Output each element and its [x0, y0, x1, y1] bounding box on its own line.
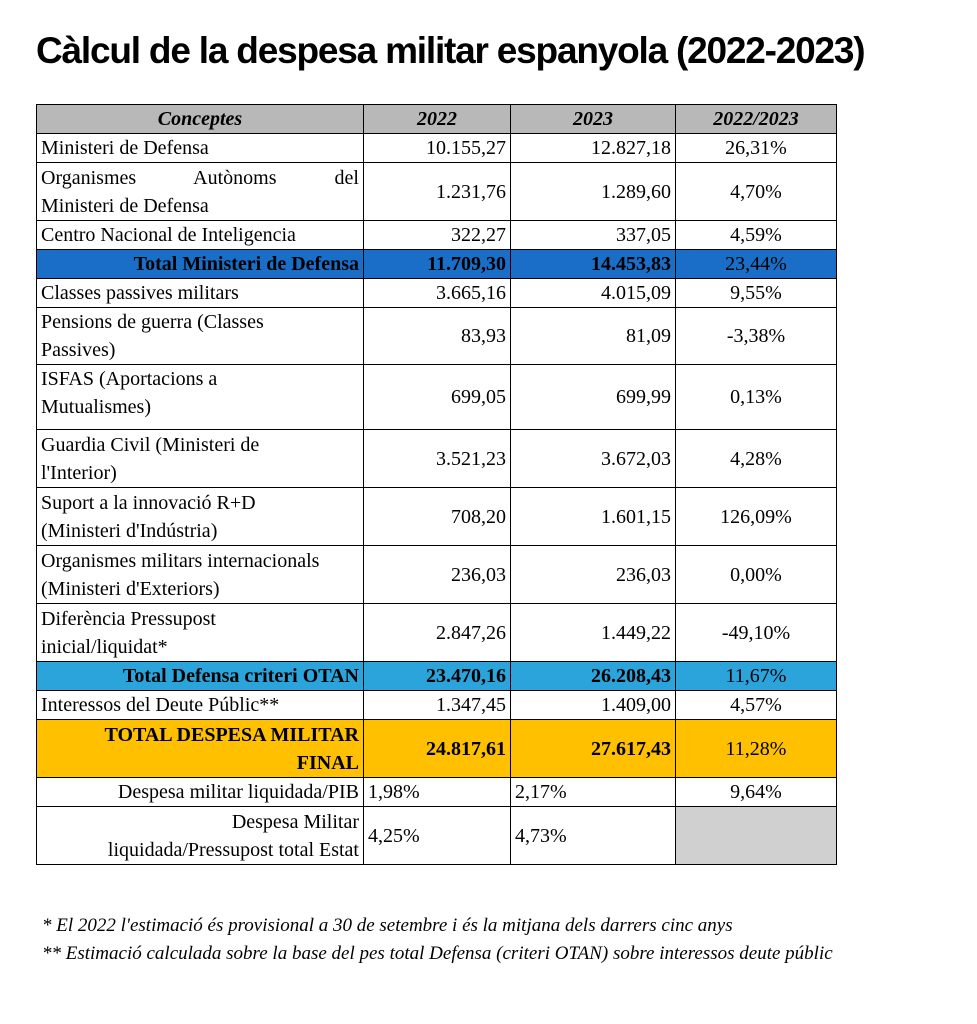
row-2023: 337,05	[511, 221, 676, 250]
row-concept	[37, 720, 364, 778]
table-row	[37, 430, 837, 488]
row-concept-line2: Passives)	[41, 339, 116, 361]
row-change: 126,09%	[676, 488, 837, 546]
row-2023: 1.449,22	[511, 604, 676, 662]
row-change: -3,38%	[676, 308, 837, 365]
row-change: 4,57%	[676, 691, 837, 720]
row-concept: Interessos del Deute Públic**	[37, 691, 364, 720]
row-concept-line1: Despesa Militar	[231, 810, 359, 833]
row-2023: 2,17%	[511, 778, 676, 807]
row-change: -49,10%	[676, 604, 837, 662]
row-2023: 1.289,60	[511, 163, 676, 221]
row-2022: 11.709,30	[364, 250, 511, 279]
row-concept: Total Ministeri de Defensa	[37, 250, 364, 279]
row-concept-line1: Organismes Autònoms del	[41, 166, 359, 189]
row-concept	[37, 546, 364, 604]
row-2023: 1.601,15	[511, 488, 676, 546]
row-2023: 4.015,09	[511, 279, 676, 308]
row-2022: 83,93	[364, 308, 511, 365]
row-change-empty	[676, 807, 837, 865]
row-2022: 1.231,76	[364, 163, 511, 221]
table-header-row	[37, 105, 837, 134]
row-concept	[37, 308, 364, 365]
table-row	[37, 221, 837, 250]
row-concept: Ministeri de Defensa	[37, 134, 364, 163]
row-2023: 1.409,00	[511, 691, 676, 720]
row-2023: 14.453,83	[511, 250, 676, 279]
row-2023: 81,09	[511, 308, 676, 365]
table-row-total-final	[37, 720, 837, 778]
row-change: 9,64%	[676, 778, 837, 807]
table-row	[37, 308, 837, 365]
row-2023: 26.208,43	[511, 662, 676, 691]
row-change: 9,55%	[676, 279, 837, 308]
row-2022: 699,05	[364, 365, 511, 430]
row-2022: 3.521,23	[364, 430, 511, 488]
row-2022: 4,25%	[364, 807, 511, 865]
row-concept: Despesa militar liquidada/PIB	[37, 778, 364, 807]
row-change: 23,44%	[676, 250, 837, 279]
header-concepts: Conceptes	[37, 105, 364, 134]
row-concept: Classes passives militars	[37, 279, 364, 308]
row-concept-line1: ISFAS (Aportacions a	[41, 368, 218, 390]
row-concept	[37, 488, 364, 546]
row-2023: 27.617,43	[511, 720, 676, 778]
row-concept-line2: Mutualismes)	[41, 396, 151, 418]
row-concept-line2: Ministeri de Defensa	[41, 194, 209, 217]
row-concept-line2: FINAL	[296, 751, 359, 774]
row-change: 4,70%	[676, 163, 837, 221]
row-change: 0,00%	[676, 546, 837, 604]
military-spending-table	[36, 104, 837, 865]
row-2023: 236,03	[511, 546, 676, 604]
row-2022: 10.155,27	[364, 134, 511, 163]
row-2023: 699,99	[511, 365, 676, 430]
row-2022: 236,03	[364, 546, 511, 604]
row-concept-line1: Suport a la innovació R+D	[41, 491, 256, 514]
row-concept-line1: TOTAL DESPESA MILITAR	[104, 723, 359, 746]
row-concept-line2: l'Interior)	[41, 461, 117, 484]
row-2022: 23.470,16	[364, 662, 511, 691]
table-row	[37, 488, 837, 546]
table-row-total-ministeri	[37, 250, 837, 279]
table-row	[37, 691, 837, 720]
table-row	[37, 546, 837, 604]
row-change: 11,67%	[676, 662, 837, 691]
row-2023: 3.672,03	[511, 430, 676, 488]
footnotes	[42, 912, 833, 968]
row-2022: 1.347,45	[364, 691, 511, 720]
row-change: 4,59%	[676, 221, 837, 250]
row-change: 11,28%	[676, 720, 837, 778]
header-2022: 2022	[364, 105, 511, 134]
table-row	[37, 365, 837, 430]
row-concept	[37, 807, 364, 865]
row-concept-line2: (Ministeri d'Indústria)	[41, 519, 218, 542]
row-concept-line1: Pensions de guerra (Classes	[41, 311, 264, 333]
row-change: 4,28%	[676, 430, 837, 488]
page-title: Càlcul de la despesa militar espanyola (2022-2023)	[36, 30, 865, 71]
row-concept	[37, 365, 364, 430]
row-concept	[37, 163, 364, 221]
table-row	[37, 604, 837, 662]
header-2023: 2023	[511, 105, 676, 134]
row-concept	[37, 430, 364, 488]
row-concept-line2: inicial/liquidat*	[41, 635, 168, 658]
row-concept-line1: Guardia Civil (Ministeri de	[41, 433, 260, 456]
row-concept-line2: (Ministeri d'Exteriors)	[41, 577, 220, 600]
row-2022: 2.847,26	[364, 604, 511, 662]
row-2023: 12.827,18	[511, 134, 676, 163]
row-change: 0,13%	[676, 365, 837, 430]
row-concept-line2: liquidada/Pressupost total Estat	[107, 838, 359, 861]
row-concept	[37, 604, 364, 662]
table-row	[37, 163, 837, 221]
row-2023: 4,73%	[511, 807, 676, 865]
footnote-1: * El 2022 l'estimació és provisional a 30 de setembre i és la mitjana dels darrers cinc anys	[42, 915, 733, 936]
row-change: 26,31%	[676, 134, 837, 163]
row-2022: 322,27	[364, 221, 511, 250]
row-concept-line1: Diferència Pressupost	[41, 607, 216, 630]
row-2022: 1,98%	[364, 778, 511, 807]
header-change: 2022/2023	[676, 105, 837, 134]
table-row-total-otan	[37, 662, 837, 691]
table-row	[37, 807, 837, 865]
row-2022: 708,20	[364, 488, 511, 546]
table-row	[37, 134, 837, 163]
row-2022: 24.817,61	[364, 720, 511, 778]
row-concept: Centro Nacional de Inteligencia	[37, 221, 364, 250]
table-row	[37, 279, 837, 308]
table-row	[37, 778, 837, 807]
footnote-2: ** Estimació calculada sobre la base del pes total Defensa (criteri OTAN) sobre interessos deute públic	[42, 943, 833, 964]
row-2022: 3.665,16	[364, 279, 511, 308]
row-concept: Total Defensa criteri OTAN	[37, 662, 364, 691]
row-concept-line1: Organismes militars internacionals	[41, 549, 320, 572]
